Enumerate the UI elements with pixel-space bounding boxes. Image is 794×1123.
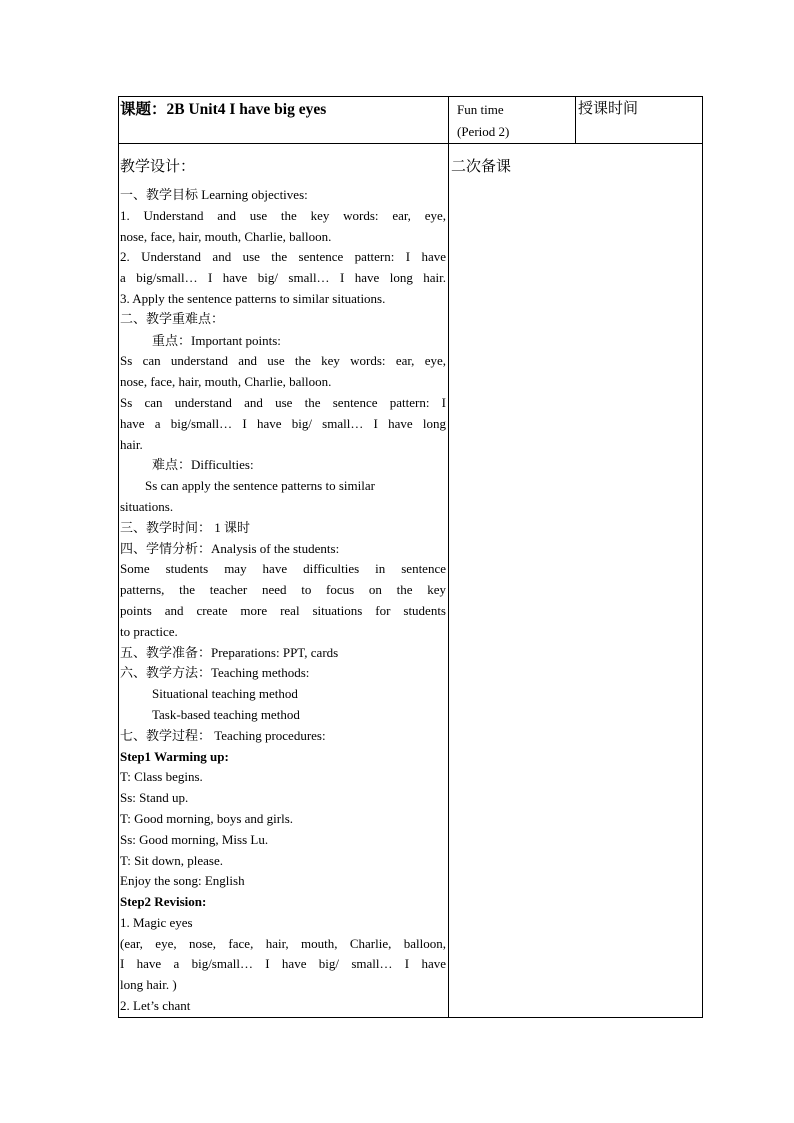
step2-detail-line: long hair. )	[120, 977, 177, 993]
objective-line: a big/small… I have big/ small… I have long hair.	[120, 270, 446, 286]
important-line: have a big/small… I have big/ small… I have long	[120, 415, 446, 431]
analysis-line: to practice.	[120, 623, 178, 639]
key-points-heading: 二、教学重难点：	[120, 311, 225, 327]
step2-item: 2. Let’s chant	[120, 998, 191, 1014]
teach-time-label: 授课时间	[578, 99, 639, 117]
design-cell	[119, 144, 449, 1018]
lesson-title: 课题：2B Unit4 I have big eyes	[120, 101, 327, 118]
section-name: Fun time	[457, 102, 504, 117]
objectives-heading: 一、教学目标 Learning objectives:	[120, 187, 308, 202]
important-line: nose, face, hair, mouth, Charlie, balloon.	[120, 374, 332, 390]
step1-line: T: Sit down, please.	[120, 852, 223, 868]
method-item: Task-based teaching method	[152, 706, 300, 722]
time-heading: 三、教学时间： 1 课时	[120, 519, 251, 535]
methods-heading: 六、教学方法：Teaching methods:	[120, 665, 310, 681]
method-item: Situational teaching method	[152, 686, 298, 702]
analysis-line: Some students may have difficulties in sentence	[120, 561, 446, 577]
step1-line: Enjoy the song: English	[120, 873, 245, 889]
section-cell	[449, 97, 576, 144]
difficult-line: Ss can apply the sentence patterns to similar	[145, 478, 375, 494]
design-title: 教学设计：	[120, 157, 196, 175]
period-label: (Period 2)	[457, 124, 510, 139]
important-line: Ss can understand and use the sentence pattern: I	[120, 394, 446, 410]
important-label: 重点：Important points:	[152, 332, 281, 348]
important-line: hair.	[120, 436, 143, 452]
title-cell	[119, 97, 449, 144]
step1-line: T: Good morning, boys and girls.	[120, 810, 294, 826]
step2-detail-line: (ear, eye, nose, face, hair, mouth, Charlie, balloon,	[120, 935, 446, 951]
step1-line: Ss: Stand up.	[120, 790, 189, 806]
second-prep-label: 二次备课	[451, 157, 512, 175]
analysis-line: patterns, the teacher need to focus on the key	[120, 582, 446, 598]
body-row	[119, 144, 703, 1018]
objective-line: 3. Apply the sentence patterns to similar situations.	[120, 290, 386, 306]
step1-line: T: Class begins.	[120, 769, 203, 785]
step2-detail-line: I have a big/small… I have big/ small… I have	[120, 956, 446, 972]
preparation-line: 五、教学准备：Preparations: PPT, cards	[120, 644, 339, 660]
objective-line: 1. Understand and use the key words: ear, eye,	[120, 207, 446, 223]
teach-time-cell	[576, 97, 703, 144]
step2-item: 1. Magic eyes	[120, 914, 193, 930]
difficult-label: 难点：Difficulties:	[152, 457, 254, 473]
step1-title: Step1 Warming up:	[120, 748, 229, 764]
objective-line: nose, face, hair, mouth, Charlie, balloon.	[120, 228, 332, 244]
lesson-plan-table	[118, 96, 703, 1018]
important-line: Ss can understand and use the key words: ear, eye,	[120, 353, 446, 369]
step2-title: Step2 Revision:	[120, 894, 207, 910]
difficult-line: situations.	[120, 498, 174, 514]
step1-line: Ss: Good morning, Miss Lu.	[120, 831, 269, 847]
design-content	[119, 185, 448, 1017]
analysis-heading: 四、学情分析：Analysis of the students:	[120, 540, 340, 556]
second-prep-cell	[449, 144, 703, 1018]
procedures-heading: 七、教学过程： Teaching procedures:	[120, 727, 326, 743]
analysis-line: points and create more real situations for students	[120, 602, 446, 618]
objective-line: 2. Understand and use the sentence pattern: I have	[120, 249, 446, 265]
header-row	[119, 97, 703, 144]
